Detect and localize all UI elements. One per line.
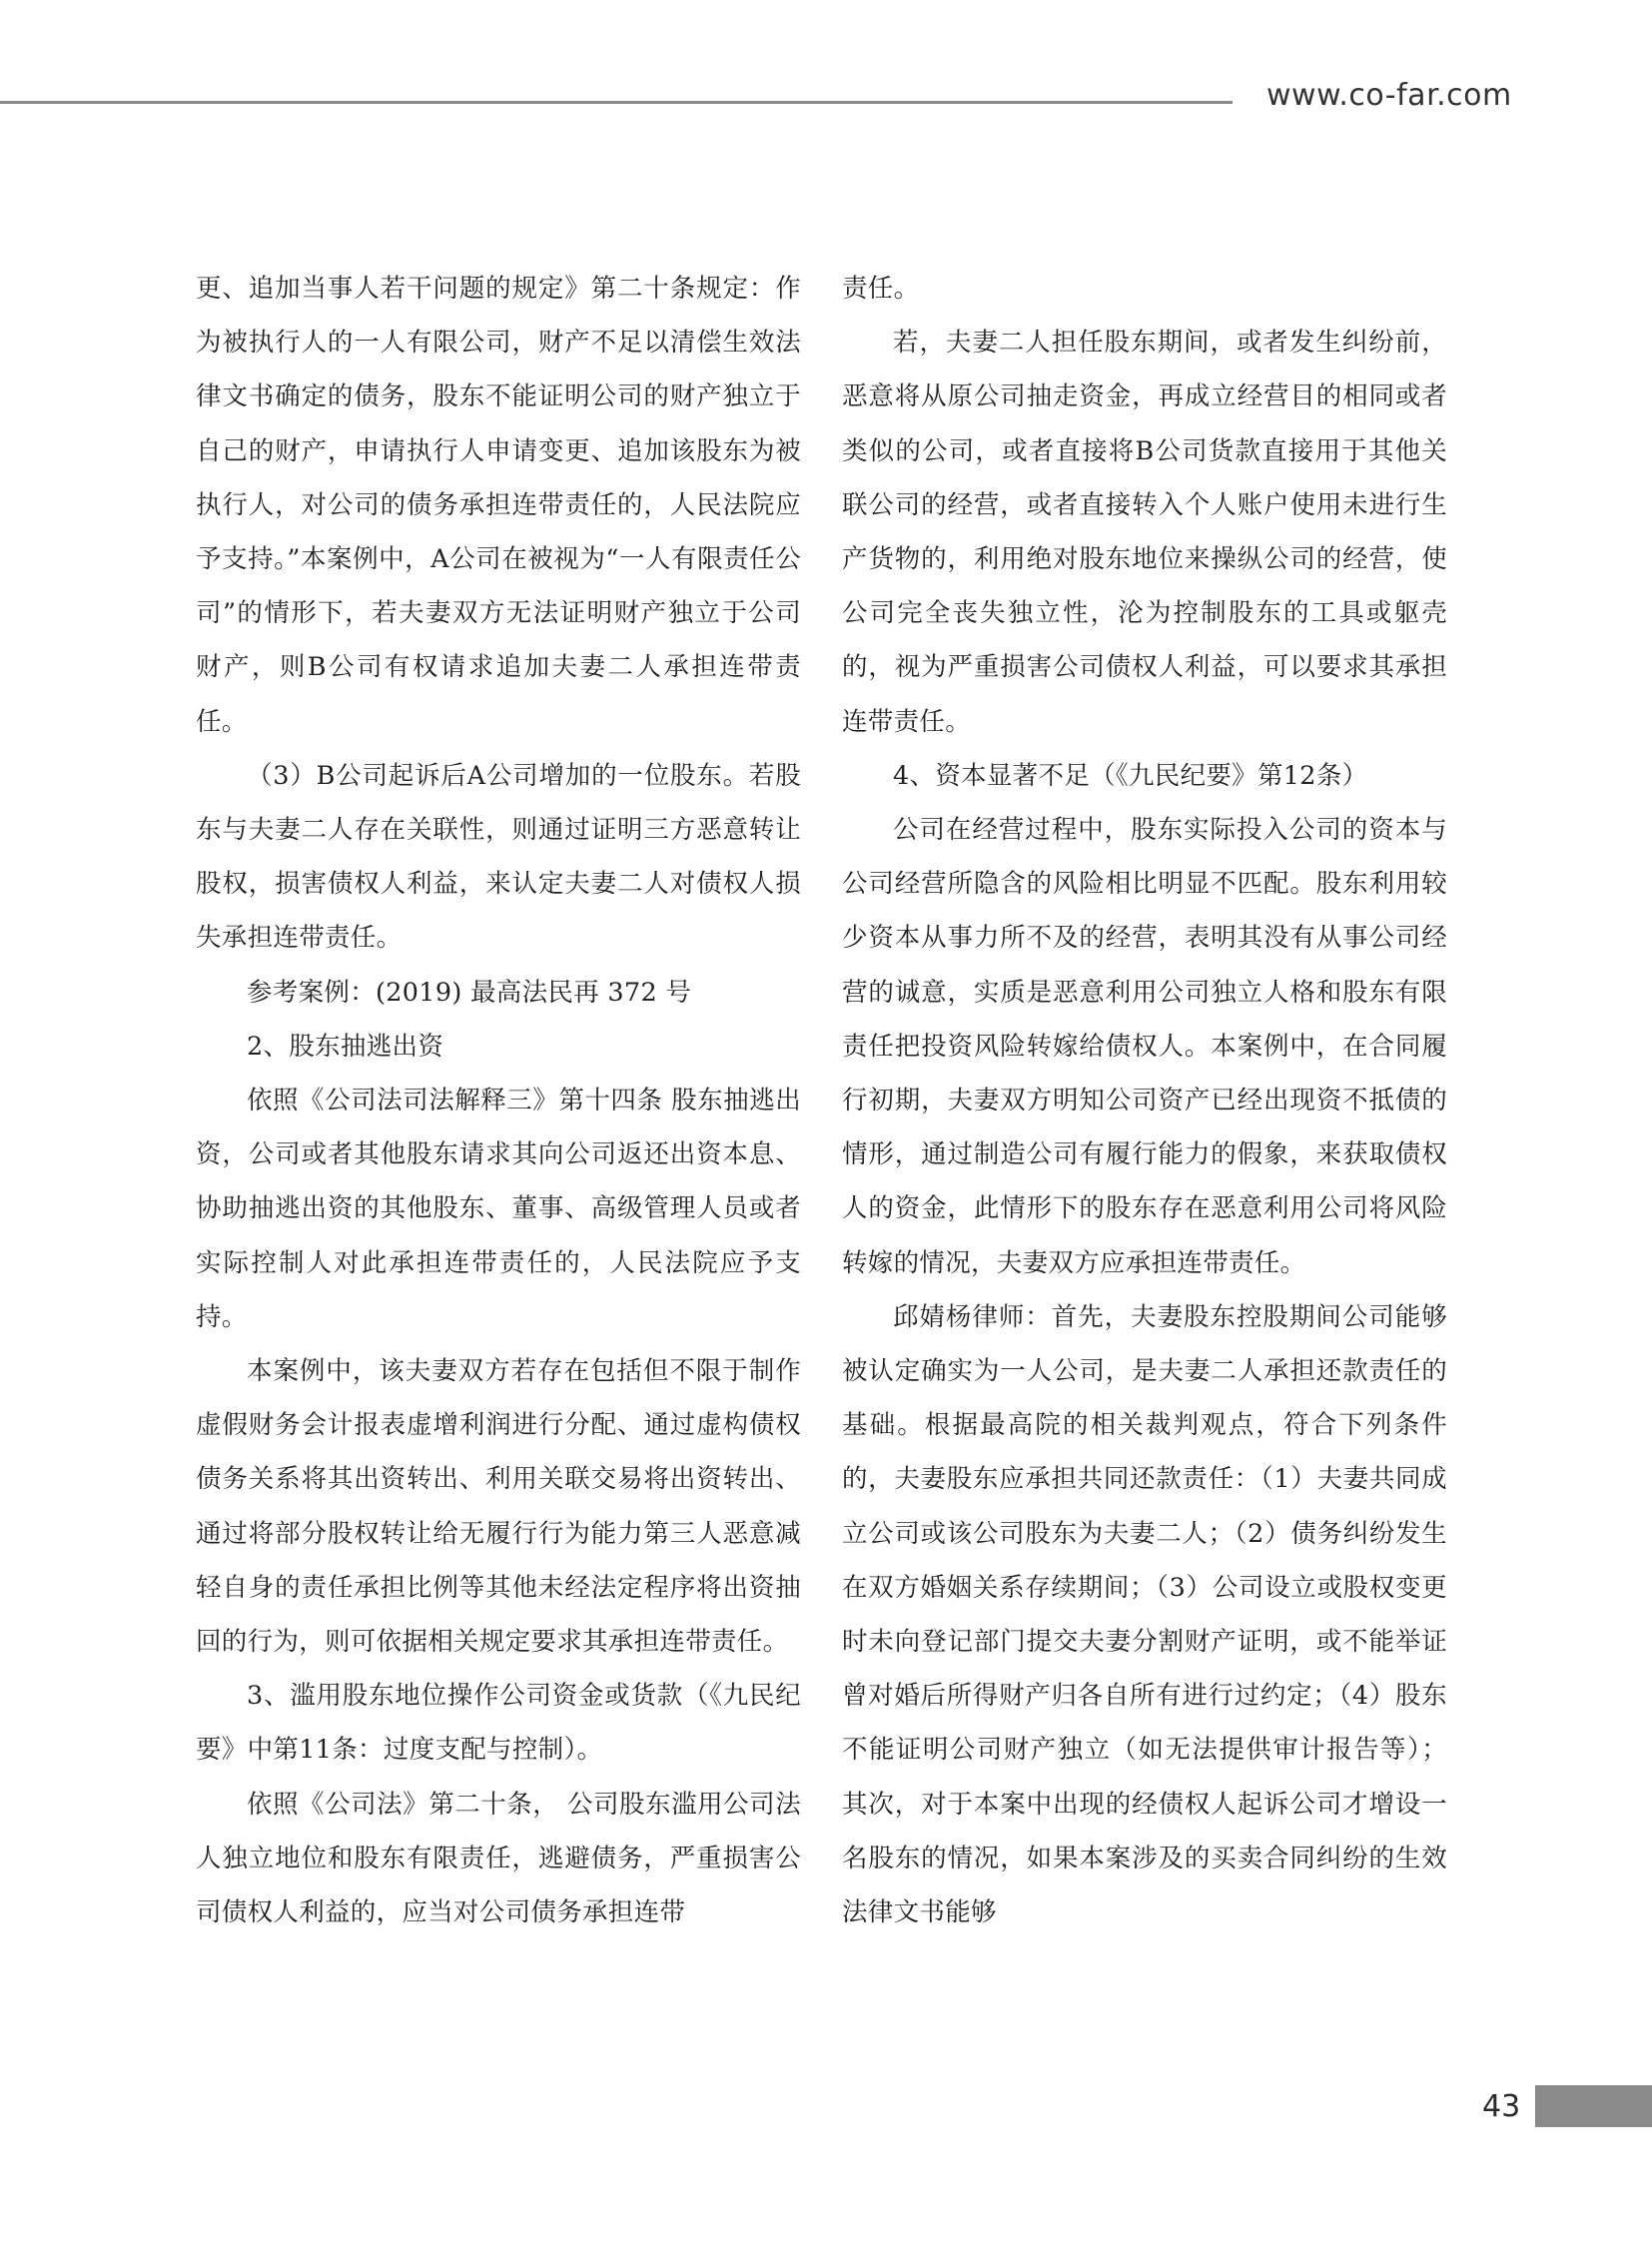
section-heading: 4、资本显著不足（《九民纪要》第12条） (893, 760, 1368, 791)
paragraph: 若，夫妻二人担任股东期间，或者发生纠纷前，恶意将从原公司抽走资金，再成立经营目的相同或者类似的公司，或者直接将B公司货款直接用于其他关联公司的经营，或者直接转入个人账户使用未进行生产货物的，利用绝对股东地位来操纵公司的经营，使公司完全丧失独立性，沦为控制股东的工具或躯壳的，视为严重损害公司债权人利益，可以要求其承担连带责任。 (842, 328, 1447, 737)
paragraph: 本案例中，该夫妻双方若存在包括但不限于制作虚假财务会计报表虚增利润进行分配、通过虚构债权债务关系将其出资转出、利用关联交易将出资转出、通过将部分股权转让给无履行行为能力第三人恶意减轻自身的责任承担比例等其他未经法定程序将出资抽回的行为，则可依据相关规定要求其承担连带责任。 (196, 1356, 801, 1658)
right-column (842, 262, 1447, 1939)
paragraph: （3）B公司起诉后A公司增加的一位股东。若股东与夫妻二人存在关联性，则通过证明三方恶意转让股权，损害债权人利益，来认定夫妻二人对债权人损失承担连带责任。 (196, 760, 801, 954)
page-tab (1535, 2085, 1652, 2127)
paragraph: 公司在经营过程中，股东实际投入公司的资本与公司经营所隐含的风险相比明显不匹配。股东利用较少资本从事力所不及的经营，表明其没有从事公司经营的诚意，实质是恶意利用公司独立人格和股东有限责任把投资风险转嫁给债权人。本案例中，在合同履行初期，夫妻双方明知公司资产已经出现资不抵债的情形，通过制造公司有履行能力的假象，来获取债权人的资金，此情形下的股东存在恶意利用公司将风险转嫁的情况，夫妻双方应承担连带责任。 (842, 815, 1447, 1278)
paragraph: 邱婧杨律师：首先，夫妻股东控股期间公司能够被认定确实为一人公司，是夫妻二人承担还款责任的基础。根据最高院的相关裁判观点，符合下列条件的，夫妻股东应承担共同还款责任：（1）夫妻共同成立公司或该公司股东为夫妻二人；（2）债务纠纷发生在双方婚姻关系存续期间；（3）公司设立或股权变更时未向登记部门提交夫妻分割财产证明，或不能举证曾对婚后所得财产归各自所有进行过约定；（4）股东不能证明公司财产独立（如无法提供审计报告等）；其次，对于本案中出现的经债权人起诉公司才增设一名股东的情况，如果本案涉及的买卖合同纠纷的生效法律文书能够 (842, 1301, 1447, 1928)
paragraph: 参考案例：(2019) 最高法民再 372 号 (247, 977, 692, 1008)
header-rule (0, 101, 1233, 104)
paragraph: 依照《公司法》第二十条， 公司股东滥用公司法人独立地位和股东有限责任，逃避债务，严重损害公司债权人利益的，应当对公司债务承担连带 (196, 1789, 801, 1928)
page-number: 43 (1482, 2089, 1521, 2124)
paragraph: 责任。 (842, 274, 920, 304)
section-heading: 3、滥用股东地位操作公司资金或货款（《九民纪要》中第11条：过度支配与控制）。 (196, 1681, 801, 1766)
paragraph: 更、追加当事人若干问题的规定》第二十条规定：作为被执行人的一人有限公司，财产不足以清偿生效法律文书确定的债务，股东不能证明公司的财产独立于自己的财产，申请执行人申请变更、追加该股东为被执行人，对公司的债务承担连带责任的，人民法院应予支持。”本案例中，A公司在被视为“一人有限责任公司”的情形下，若夫妻双方无法证明财产独立于公司财产，则B公司有权请求追加夫妻二人承担连带责任。 (196, 274, 801, 737)
site-url: www.co-far.com (1266, 78, 1512, 113)
section-heading: 2、股东抽逃出资 (247, 1031, 444, 1062)
paragraph: 依照《公司法司法解释三》第十四条 股东抽逃出资，公司或者其他股东请求其向公司返还出资本息、协助抽逃出资的其他股东、董事、高级管理人员或者实际控制人对此承担连带责任的，人民法院应予支持。 (196, 1086, 801, 1332)
left-column (196, 262, 801, 1939)
